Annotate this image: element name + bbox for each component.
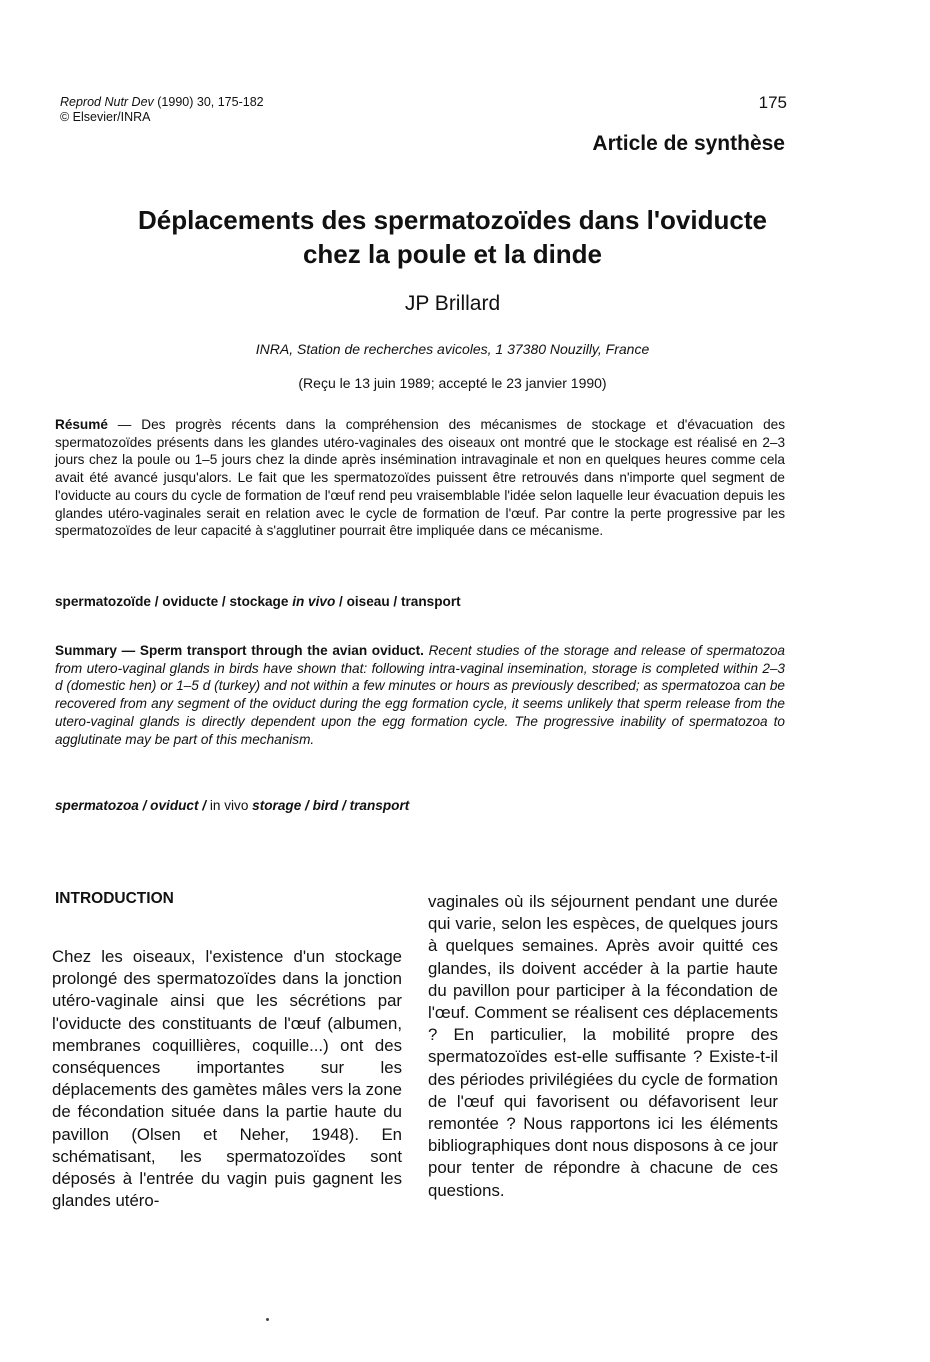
author: JP Brillard — [404, 292, 501, 315]
received-dates: (Reçu le 13 juin 1989; accepté le 23 janvier 1990) — [298, 375, 607, 391]
title-line-2: chez la poule et la dinde — [302, 239, 603, 269]
page-number: 175 — [758, 93, 787, 112]
section-type: Article de synthèse — [592, 132, 785, 155]
summary-abstract — [55, 642, 785, 748]
copyright: © Elsevier/INRA — [60, 110, 151, 124]
intro-column-2: vaginales où ils séjournent pendant une durée qui varie, selon les espèces, de quelques jours à quelques semaines. Après avoir quitté ces glandes, ils doivent accéder à la partie haute du pavillon pour participer à la fécondation de l'œuf. Comment se réalisent ces déplacements ? En particulier, la mobilité propre des spermatozoïdes est-elle suffisante ? Existe-t-il des périodes privilégiées du cycle de formation de l'œuf qui favorisent ou défavorisent leur remontée ? Nous rapportons ici les éléments bibliographiques dont nous disposons à ce jour pour tenter de répondre à chacune de ces questions. — [428, 892, 778, 1200]
resume-text: — Des progrès récents dans la compréhension des mécanismes de stockage et d'évacuation des spermatozoïdes présents dans les glandes utéro-vaginales des oiseaux ont montré que le stockage est réalisé en 2–3 jours chez la poule ou 1–5 jours chez la dinde après insémination intravaginale et non en quelques heures comme cela avait été avancé jusqu'alors. Le fait que les spermatozoïdes puissent être retrouvés dans n'importe quel segment de l'oviducte au cours du cycle de formation de l'œuf rend peu vraisemblable l'idée selon laquelle leur évacuation depuis les glandes utéro-vaginales serait en relation avec le cycle de formation de l'œuf. Par contre la perte progressive par les spermatozoïdes de leur capacité à s'agglutiner pourrait être impliquée dans ce mécanisme. — [55, 417, 785, 539]
affiliation: INRA, Station de recherches avicoles, 1 37380 Nouzilly, France — [255, 341, 650, 357]
keywords-en-roman: in vivo — [209, 798, 249, 813]
journal-abbrev: Reprod Nutr Dev — [60, 95, 154, 109]
keywords-en-part2: storage / bird / transport — [248, 798, 410, 813]
keywords-fr-part2: / oiseau / transport — [335, 594, 461, 609]
article-title — [60, 203, 845, 271]
intro-column-1: Chez les oiseaux, l'existence d'un stockage prolongé des spermatozoïdes dans la jonction utéro-vaginale ainsi que les sécrétions par l'oviducte des constituants de l'œuf (albumen, membranes coquillières, coquille...) ont des conséquences importantes sur les déplacements des gamètes mâles vers la zone de fécondation située dans la partie haute du pavillon (Olsen et Neher, 1948). En schématisant, les spermatozoïdes sont déposés à l'entrée du vagin puis gagnent les glandes utéro- — [52, 947, 402, 1211]
introduction-heading: INTRODUCTION — [55, 890, 174, 907]
journal-citation — [60, 95, 264, 125]
resume-abstract — [55, 416, 785, 540]
keywords-fr — [55, 593, 785, 611]
scan-speck — [266, 1318, 269, 1321]
keywords-en-part1: spermatozoa / oviduct / — [55, 798, 210, 813]
keywords-fr-part1: spermatozoïde / oviducte / stockage — [55, 594, 293, 609]
summary-text: Recent studies of the storage and release of spermatozoa from utero-vaginal glands in birds have shown that: following intra-vaginal insemination, storage is completed within 2–3 d (domestic hen) or 1–5 d (turkey) and not within a few minutes or hours as previously described; as spermatozoa can be recovered from any segment of the oviduct during the egg formation cycle, it seems unlikely that sperm release from the utero-vaginal glands is directly dependent upon the egg formation cycle. The progressive inability of spermatozoa to agglutinate may be part of this mechanism. — [55, 643, 785, 747]
title-line-1: Déplacements des spermatozoïdes dans l'oviducte — [138, 205, 767, 235]
keywords-fr-italic: in vivo — [292, 594, 336, 609]
journal-volume-pages: (1990) 30, 175-182 — [153, 95, 264, 109]
keywords-en — [55, 797, 785, 815]
resume-label: Résumé — [55, 417, 108, 432]
summary-label: Summary — Sperm transport through the avian oviduct. — [55, 643, 424, 658]
